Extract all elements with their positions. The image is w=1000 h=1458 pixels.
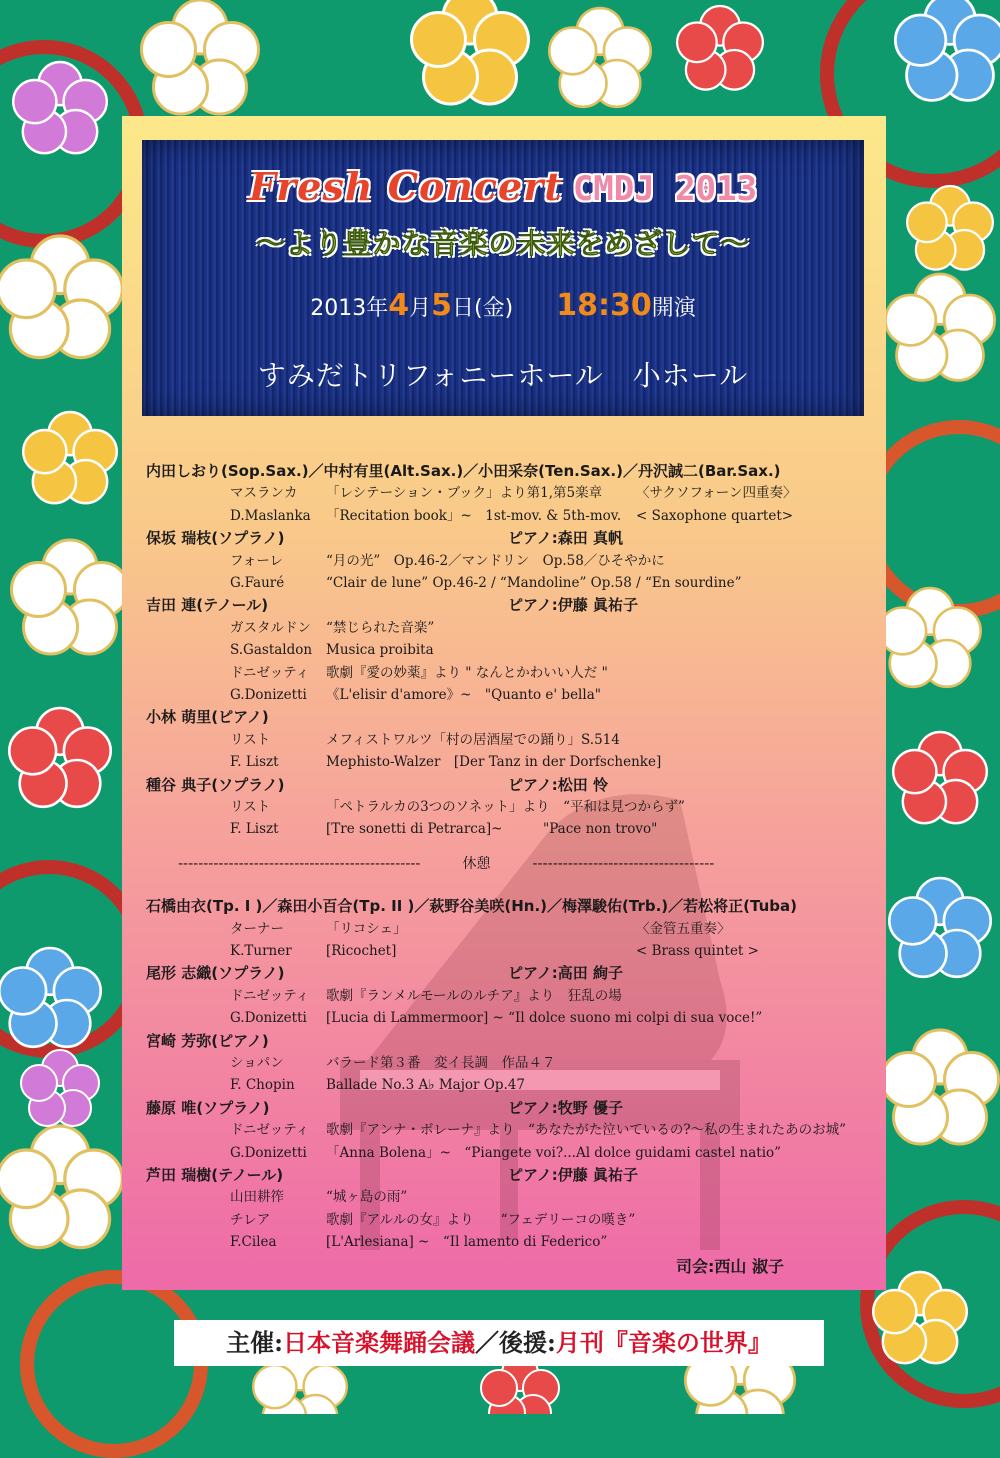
composer-name: K.Turner	[230, 943, 292, 959]
composer-name: ドニゼッティ	[230, 664, 310, 681]
concert-subtitle: 〜より豊かな音楽の未来をめざして〜	[256, 227, 750, 260]
support-organization: 月刊『音楽の世界』	[555, 1328, 772, 1357]
ensemble-note: < Brass quintet >	[636, 943, 759, 959]
work-title: 歌劇『アルルの女』より “フェデリーコの嘆き”	[326, 1211, 636, 1228]
work-title: “Clair de lune” Op.46-2 / “Mandoline” Op.58 / “En sourdine”	[326, 575, 742, 591]
composer-name: F. Liszt	[230, 754, 279, 771]
performer-line: 吉田 連(テノール)	[146, 596, 269, 615]
title-main: Fresh Concert	[248, 164, 563, 209]
venue: すみだトリフォニーホール 小ホール	[257, 359, 749, 392]
work-title: Musica proibita	[326, 642, 434, 659]
mc-credit: 司会:西山 淑子	[676, 1257, 784, 1276]
composer-name: ガスタルドン	[230, 619, 311, 636]
work-title: 「リコシェ」	[326, 920, 407, 937]
work-title: Ballade No.3 A♭ Major Op.47	[326, 1077, 525, 1094]
pianist-credit: ピアノ:牧野 優子	[508, 1098, 624, 1117]
work-title: [Lucia di Lammermoor] ~ “Il dolce suono mi colpi di sua voce!”	[326, 1010, 763, 1027]
pianist-credit: ピアノ:高田 絢子	[508, 964, 624, 983]
performer-line: 石橋由衣(Tp. I )／森田小百合(Tp. II )／萩野谷美咲(Hn.)／梅澤駿佑(Trb.)／若松将正(Tuba)	[146, 897, 797, 916]
footer-credits	[174, 1320, 824, 1366]
composer-name: ターナー	[230, 920, 284, 937]
pianist-credit: ピアノ:伊藤 眞祐子	[508, 1166, 639, 1184]
title-sub: CMDJ 2013	[572, 169, 758, 209]
concert-title	[142, 164, 864, 209]
composer-name: D.Maslanka	[230, 507, 311, 524]
work-title: 歌劇『愛の妙薬』より " なんとかわいい人だ "	[326, 664, 608, 681]
composer-name: リスト	[230, 799, 271, 815]
host-label: 主催:	[226, 1328, 283, 1357]
work-title: 歌劇『アンナ・ボレーナ』より “あなたがた泣いているの?〜私の生まれたあのお城”	[326, 1122, 846, 1139]
composer-name: F. Liszt	[230, 821, 279, 838]
work-title: “禁じられた音楽”	[326, 619, 435, 636]
date-day: 5	[431, 288, 453, 323]
concert-header	[142, 140, 864, 416]
work-title: 「Anna Bolena」~ “Piangete voi?...Al dolce guidami castel natio”	[326, 1144, 782, 1161]
pianist-credit: ピアノ:伊藤 眞祐子	[508, 596, 639, 615]
pianist-credit: ピアノ:森田 真帆	[508, 529, 624, 548]
performer-line: 種谷 典子(ソプラノ)	[146, 775, 285, 794]
composer-name: F. Chopin	[230, 1077, 295, 1094]
date-month-unit: 月	[409, 296, 432, 321]
composer-name: ドニゼッティ	[230, 1122, 310, 1139]
host-organization: 日本音楽舞踊会議	[283, 1328, 475, 1357]
work-title: Mephisto-Walzer [Der Tanz in der Dorfschenke]	[326, 754, 662, 771]
footer-separator: ／	[475, 1328, 499, 1357]
composer-name: チレア	[230, 1211, 271, 1228]
performer-line: 内田しおり(Sop.Sax.)／中村有里(Alt.Sax.)／小田采奈(Ten.Sax.)／丹沢誠二(Bar.Sax.)	[146, 462, 781, 480]
performer-line: 宮崎 芳弥(ピアノ)	[146, 1031, 269, 1050]
work-title: “城ヶ島の雨”	[326, 1189, 408, 1206]
work-title: 《L'elisir d'amore》~ "Quanto e' bella"	[326, 687, 601, 703]
composer-name: ドニゼッティ	[230, 987, 310, 1004]
performer-line: 藤原 唯(ソプラノ)	[146, 1098, 270, 1117]
ensemble-note: 〈金管五重奏〉	[636, 920, 731, 937]
composer-name: フォーレ	[230, 552, 284, 569]
start-time-suffix: 開演	[651, 296, 696, 321]
date-month: 4	[388, 288, 410, 323]
work-title: 「Recitation book」~ 1st-mov. & 5th-mov.	[326, 507, 622, 524]
composer-name: F.Cilea	[230, 1234, 277, 1251]
composer-name: マスランカ	[230, 485, 298, 502]
date-day-unit: 日(金)	[452, 296, 514, 321]
work-title: [L'Arlesiana] ~ “Il lamento di Federico”	[326, 1234, 608, 1251]
support-label: 後援:	[499, 1328, 556, 1357]
composer-name: G.Donizetti	[230, 1010, 307, 1027]
performer-line: 保坂 瑞枝(ソプラノ)	[146, 529, 285, 548]
pianist-credit: ピアノ:松田 怜	[508, 775, 609, 794]
composer-name: G.Donizetti	[230, 1144, 307, 1161]
performer-line: 芦田 瑞樹(テノール)	[146, 1166, 284, 1184]
composer-name: ショパン	[230, 1055, 284, 1071]
composer-name: G.Donizetti	[230, 687, 307, 703]
work-title: バラード第３番 変イ長調 作品４７	[326, 1055, 556, 1071]
work-title: 「レシテーション・ブック」より第1,第5楽章	[326, 485, 603, 502]
concert-date	[142, 288, 864, 323]
intermission-divider: ------------------------------------------------ 休憩 ------------------------------------	[178, 855, 715, 872]
composer-name: S.Gastaldon	[230, 642, 313, 659]
work-title: “月の光” Op.46-2／マンドリン Op.58／ひそやかに	[326, 552, 665, 569]
work-title: 「ペトラルカの3つのソネット」より “平和は見つからず”	[326, 799, 685, 815]
performer-line: 小林 萌里(ピアノ)	[146, 708, 269, 727]
work-title: 歌劇『ランメルモールのルチア』より 狂乱の場	[326, 987, 622, 1004]
composer-name: 山田耕筰	[230, 1189, 284, 1206]
start-time: 18:30	[556, 288, 652, 323]
composer-name: リスト	[230, 731, 271, 748]
work-title: [Tre sonetti di Petrarca]~ "Pace non trovo"	[326, 821, 658, 838]
ensemble-note: < Saxophone quartet>	[636, 507, 794, 524]
performer-line: 尾形 志織(ソプラノ)	[146, 964, 285, 983]
composer-name: G.Fauré	[230, 575, 285, 591]
work-title: メフィストワルツ「村の居酒屋での踊り」S.514	[326, 731, 620, 748]
date-year: 2013年	[310, 296, 389, 321]
work-title: [Ricochet]	[326, 943, 397, 959]
ensemble-note: 〈サクソフォーン四重奏〉	[636, 485, 797, 502]
